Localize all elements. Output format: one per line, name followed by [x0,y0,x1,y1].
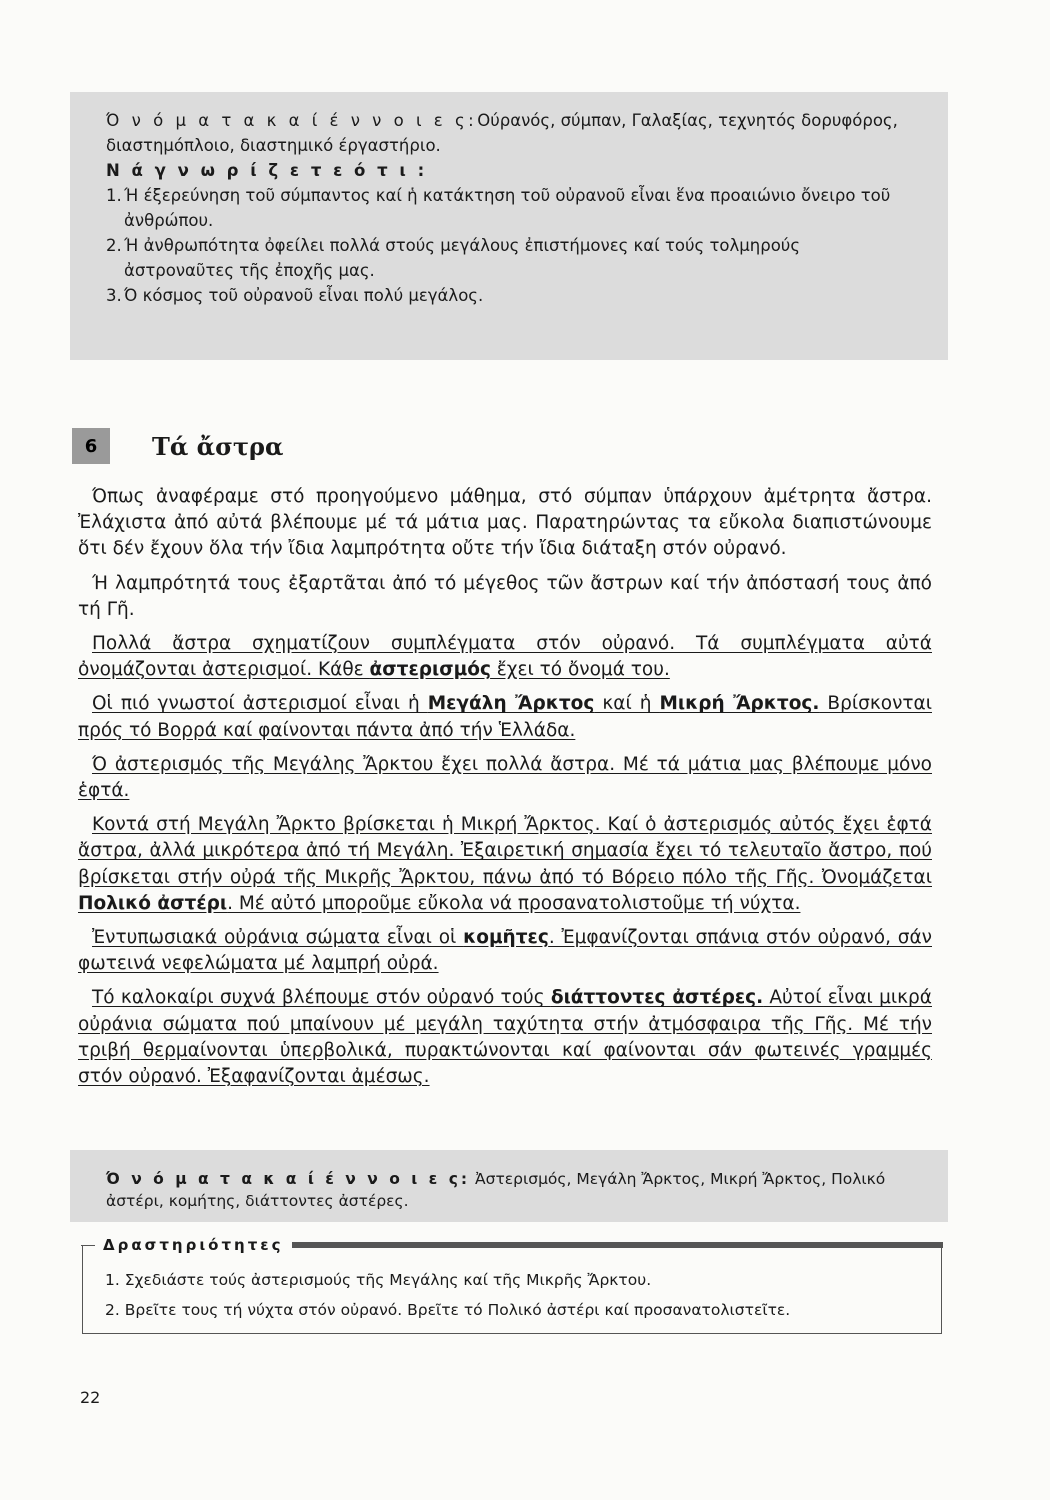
activities-list [83,1245,941,1325]
paragraph: Κοντά στή Μεγάλη Ἄρκτο βρίσκεται ἡ Μικρή Ἄρκτος. Καί ὁ ἀστερισμός αὐτός ἔχει ἑφτά ἄστρα, ἀλλά μικρότερα ἀπό τή Μεγάλη. Ἐξαιρετική σημασία ἔχει τό τελευταῖο ἄστρο, πού βρίσκεται στήν οὐρά τῆς Μικρῆς Ἄρκτου, πάνω ἀπό τό Βόρειο πόλο τῆς Γῆς. Ὀνομάζεται Πολικό ἀστέρι. Μέ αὐτό μποροῦμε εὔκολα νά προσανατολιστοῦμε τή νύχτα. [78,814,932,914]
paragraph: Πολλά ἄστρα σχηματίζουν συμπλέγματα στόν οὐρανό. Τά συμπλέγματα αὐτά ὀνομάζονται ἀστερισμοί. Κάθε ἀστερισμός ἔχει τό ὄνομά του. [78,633,932,681]
paragraph: Τό καλοκαίρι συχνά βλέπουμε στόν οὐρανό τούς διάττοντες ἀστέρες. Αὐτοί εἶναι μικρά οὐράνια σώματα πού μπαίνουν μέ μεγάλη ταχύτητα στήν ἀτμόσφαιρα τῆς Γῆς. Μέ τήν τριβή θερμαίνονται ὑπερβολικά, πυρακτώνονται καί φαίνονται σάν φωτεινές γραμμές στόν οὐρανό. Ἐξαφανίζονται ἀμέσως. [78,987,932,1088]
list-item: 1. Σχεδιάστε τούς ἀστερισμούς τῆς Μεγάλης καί τῆς Μικρῆς Ἄρκτου. [105,1271,652,1289]
chapter-heading [72,428,283,464]
lesson-body [78,484,932,1098]
activities-label: Δραστηριότητες [95,1236,292,1254]
names-label: Ό ν ό μ α τ α κ α ί έ ν ν ο ι ε ς: [106,111,478,130]
paragraph: Ό ἀστερισμός τῆς Μεγάλης Ἄρκτου ἔχει πολλά ἄστρα. Μέ τά μάτια μας βλέπουμε μόνο ἑφτά. [78,753,932,802]
activities-box [82,1236,942,1334]
list-item: 2. Ή ἀνθρωπότητα ὀφείλει πολλά στούς μεγάλους ἐπιστήμονες καί τούς τολμηρούς ἀστροναῦτες τῆς ἐποχῆς μας. [106,236,801,280]
names-box [70,1150,948,1222]
chapter-title: Τά ἄστρα [152,431,284,461]
paragraph: Όπως ἀναφέραμε στό προηγούμενο μάθημα, στό σύμπαν ὑπάρχουν ἀμέτρητα ἄστρα. Ἐλάχιστα ἀπό αὐτά βλέπουμε μέ τά μάτια μας. Παρατηρώντας τα εὔκολα διαπιστώνουμε ὅτι δέν ἔχουν ὅλα τήν ἴδια λαμπρότητα οὔτε τήν ἴδια διάταξη στόν οὐρανό. [78,486,932,560]
paragraph: Οἱ πιό γνωστοί ἀστερισμοί εἶναι ἡ Μεγάλη Ἄρκτος καί ἡ Μικρή Ἄρκτος. Βρίσκονται πρός τό Βορρά καί φαίνονται πάντα ἀπό τήν Ἑλλάδα. [78,693,932,741]
list-item: 3. Ό κόσμος τοῦ οὐρανοῦ εἶναι πολύ μεγάλος. [106,286,484,305]
names-concepts [106,108,912,158]
paragraph: Ἐντυπωσιακά οὐράνια σώματα εἶναι οἱ κομῆτες. Ἐμφανίζονται σπάνια στόν οὐρανό, σάν φωτεινά νεφελώματα μέ λαμπρή οὐρά. [78,927,932,975]
facts-list [106,183,912,308]
names-text: Ούρανός, σύμπαν, Γαλαξίας, τεχνητός δορυφόρος, διαστημόπλοιο, διαστημικό έργαστήριο. [106,111,898,155]
list-item: 1. Ή έξερεύνηση τοῦ σύμπαντος καί ἡ κατάκτηση τοῦ οὐρανοῦ εἶναι ἕνα προαιώνιο ὄνειρο τοῦ ἀνθρώπου. [106,186,891,230]
summary-box [70,92,948,360]
list-item: 2. Βρεῖτε τους τή νύχτα στόν οὐρανό. Βρεῖτε τό Πολικό ἀστέρι καί προσανατολιστεῖτε. [105,1301,791,1319]
chapter-number: 6 [72,428,110,464]
page-number: 22 [80,1388,101,1407]
know-label: Ν ά γ ν ω ρ ί ζ ε τ ε ό τ ι : [106,161,428,180]
names-text: Ἀστερισμός, Μεγάλη Ἄρκτος, Μικρή Ἄρκτος, Πολικό ἀστέρι, κομήτης, διάττοντες ἀστέρες. [106,1170,886,1210]
paragraph: Ή λαμπρότητά τους ἐξαρτᾶται ἀπό τό μέγεθος τῶν ἄστρων καί τήν ἀπόστασή τους ἀπό τή Γῆ. [78,572,932,620]
names-label: Ό ν ό μ α τ α κ α ί έ ν ν ο ι ε ς: [106,1170,471,1188]
